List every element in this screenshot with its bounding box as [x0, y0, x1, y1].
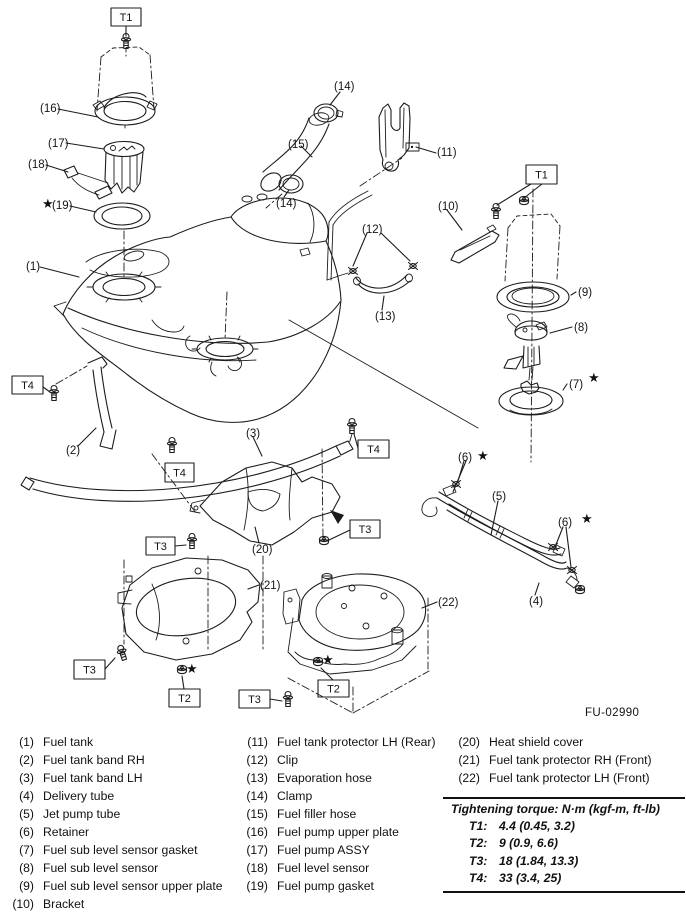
part-callout: (17) [48, 138, 69, 150]
part-number: (7) [19, 843, 34, 857]
leader-line [40, 267, 79, 277]
leader-line [270, 699, 282, 701]
part-name: Fuel tank protector LH (Front) [489, 771, 650, 785]
part-name: Fuel pump ASSY [277, 843, 370, 857]
part-name: Fuel sub level sensor upper plate [43, 879, 223, 893]
part-name: Fuel tank protector RH (Front) [489, 753, 652, 767]
part-callout: (12) [362, 224, 383, 236]
part-callout: (9) [578, 287, 593, 299]
part-number: (10) [12, 897, 34, 911]
part-number: (21) [458, 753, 480, 767]
part-number: (18) [246, 861, 268, 875]
leader-line [381, 233, 410, 261]
part-callout: (5) [492, 491, 507, 503]
part-item [4, 769, 223, 787]
part-number: (14) [246, 789, 268, 803]
leader-line [248, 585, 259, 589]
part-callout: (14) [334, 81, 355, 93]
part-callout: (13) [375, 311, 396, 323]
leader-line [78, 428, 96, 446]
part-callout: (6) [558, 517, 573, 529]
part-name: Fuel filler hose [277, 807, 357, 821]
torque-callout-text: T1 [119, 12, 133, 24]
torque-label: T2: [469, 836, 488, 851]
part-item [238, 859, 436, 877]
part-item [4, 733, 223, 751]
part-callout: (8) [574, 322, 589, 334]
torque-value: 18 (1.84, 13.3) [499, 853, 579, 868]
part-number: (15) [246, 807, 268, 821]
part-name: Heat shield cover [489, 735, 584, 749]
parts-list-column-2 [238, 733, 436, 895]
leader-line [353, 233, 367, 266]
part-number: (2) [19, 753, 34, 767]
torque-callout-text: T4 [173, 467, 186, 480]
leader-line [566, 527, 571, 567]
torque-row [443, 870, 685, 887]
part-number: (5) [19, 807, 34, 821]
figure-code: FU-02990 [585, 707, 640, 719]
part-callout: (2) [66, 445, 81, 457]
leader-line [422, 602, 437, 608]
part-number: (20) [458, 735, 480, 749]
torque-label: T3: [469, 853, 488, 868]
leader-line [535, 583, 539, 595]
part-number: (22) [458, 771, 480, 785]
torque-table-title: Tightening torque: N·m (kgf-m, ft-lb) [451, 802, 660, 816]
leader-line [182, 676, 184, 689]
torque-row [443, 853, 685, 870]
parts-list-column-1 [4, 733, 223, 913]
filler-hose-assembly [257, 104, 343, 208]
part-item [4, 841, 223, 859]
part-callout: (14) [276, 198, 297, 210]
leader-line [58, 109, 98, 117]
part-number: (19) [246, 879, 268, 893]
leader-line [70, 206, 96, 212]
part-item [238, 805, 436, 823]
part-item [238, 823, 436, 841]
part-item [4, 823, 223, 841]
part-callout: (6) [458, 452, 473, 464]
part-item [4, 859, 223, 877]
star-icon: ★ [588, 371, 600, 386]
leader-line [555, 527, 563, 547]
part-name: Fuel tank [43, 735, 94, 749]
torque-callout-text: T2 [327, 683, 340, 696]
part-number: (4) [19, 789, 34, 803]
part-callout: (4) [529, 596, 544, 608]
torque-row [443, 818, 685, 835]
leader-line [255, 527, 259, 543]
part-number: (9) [19, 879, 34, 893]
leader-line [447, 210, 462, 230]
protector-rh-front [116, 556, 263, 674]
part-name: Evaporation hose [277, 771, 372, 785]
torque-value: 33 (3.4, 25) [499, 871, 562, 886]
part-number: (12) [246, 753, 268, 767]
part-name: Clip [277, 753, 298, 767]
fuel-pump-assembly [64, 34, 157, 280]
leader-line [43, 387, 50, 392]
leader-line [550, 327, 572, 333]
torque-label: T4: [469, 871, 488, 886]
part-name: Fuel pump upper plate [277, 825, 399, 839]
leader-line [105, 658, 115, 669]
torque-callout-text: T3 [83, 664, 96, 677]
part-item [4, 787, 223, 805]
parts-list-column-3 [450, 733, 652, 787]
part-name: Fuel sub level sensor gasket [43, 843, 198, 857]
part-item [238, 841, 436, 859]
part-callout: (22) [438, 597, 459, 609]
torque-callout-text: T3 [358, 524, 372, 536]
part-number: (16) [246, 825, 268, 839]
tank-bands [21, 357, 357, 513]
part-name: Fuel pump gasket [277, 879, 374, 893]
leader-line [382, 296, 384, 310]
leader-line [46, 165, 68, 172]
star-icon: ★ [477, 449, 489, 464]
torque-row [443, 835, 685, 852]
part-number: (13) [246, 771, 268, 785]
part-item [4, 877, 223, 895]
leader-line [354, 434, 358, 448]
part-name: Fuel level sensor [277, 861, 370, 875]
part-item [4, 805, 223, 823]
part-callout: (16) [40, 103, 61, 115]
part-number: (1) [19, 735, 34, 749]
torque-callout-text: T3 [154, 541, 167, 553]
part-name: Fuel tank protector LH (Rear) [277, 735, 436, 749]
part-name: Delivery tube [43, 789, 115, 803]
protector-lh-rear [360, 103, 419, 186]
leader-line [329, 530, 350, 540]
part-number: (6) [19, 825, 34, 839]
part-callout: (21) [260, 580, 281, 592]
part-item [238, 733, 436, 751]
leader-line [330, 92, 340, 105]
part-callout: (7) [569, 379, 584, 391]
torque-label: T1: [469, 819, 488, 833]
part-item [450, 769, 652, 787]
heat-shield [188, 449, 345, 549]
part-item [238, 751, 436, 769]
part-number: (3) [19, 771, 34, 785]
part-number: (11) [247, 735, 268, 749]
part-name: Jet pump tube [43, 807, 121, 821]
part-name: Fuel tank band LH [43, 771, 143, 785]
protector-lh-front [283, 574, 429, 714]
leader-line [66, 143, 104, 149]
torque-callout-text: T1 [535, 169, 548, 182]
part-number: (8) [19, 861, 34, 875]
fuel-tank [54, 191, 478, 428]
star-icon: ★ [581, 512, 593, 527]
part-callout: (10) [438, 201, 459, 213]
torque-table [443, 797, 685, 893]
part-item [238, 877, 436, 895]
leader-line [571, 292, 576, 295]
leader-line [175, 545, 186, 546]
part-item [4, 751, 223, 769]
part-number: (17) [246, 843, 268, 857]
part-name: Bracket [43, 897, 85, 911]
star-icon: ★ [42, 197, 54, 212]
part-callout: (15) [288, 139, 309, 151]
part-item [4, 895, 223, 913]
part-callout: (20) [252, 544, 273, 556]
torque-callout-text: T4 [367, 444, 380, 456]
part-item [450, 751, 652, 769]
part-callout: (18) [28, 159, 49, 171]
part-name: Retainer [43, 825, 90, 839]
torque-callout-text: T3 [248, 694, 261, 706]
torque-value: 9 (0.9, 6.6) [499, 836, 558, 851]
leader-line [563, 384, 567, 390]
part-item [238, 787, 436, 805]
part-callout: (19) [52, 200, 73, 212]
star-icon: ★ [186, 662, 198, 677]
part-item [238, 769, 436, 787]
part-callout: (1) [26, 261, 41, 273]
torque-callout-text: T2 [178, 693, 191, 705]
part-name: Clamp [277, 789, 313, 803]
torque-callout-text: T4 [21, 380, 34, 392]
part-callout: (3) [246, 428, 261, 440]
sub-sensor-assembly [451, 189, 569, 462]
part-name: Fuel sub level sensor [43, 861, 159, 875]
torque-value: 4.4 (0.45, 3.2) [499, 819, 575, 833]
part-name: Fuel tank band RH [43, 753, 145, 767]
part-item [450, 733, 652, 751]
torque-rows [443, 818, 685, 888]
star-icon: ★ [322, 653, 334, 668]
part-callout: (11) [437, 147, 457, 159]
leader-line [284, 190, 289, 197]
